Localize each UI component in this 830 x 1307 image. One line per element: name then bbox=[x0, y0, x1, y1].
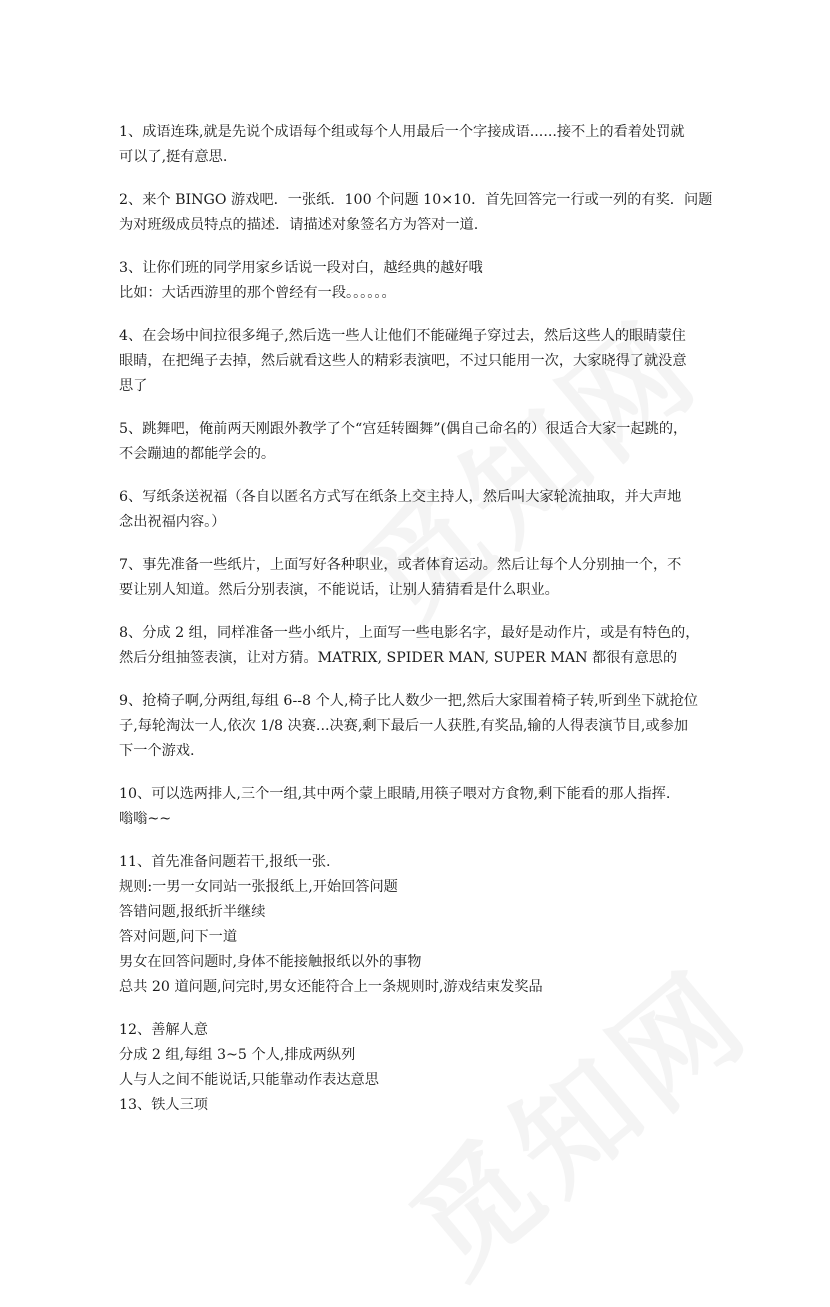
paragraph-line: 7、事先准备一些纸片，上面写好各种职业，或者体育运动。然后让每个人分别抽一个，不 bbox=[119, 557, 682, 573]
paragraph-line: 然后分组抽签表演，让对方猜。MATRIX, SPIDER MAN, SUPER MAN 都很有意思的 bbox=[119, 650, 678, 666]
paragraph-line: 3、让你们班的同学用家乡话说一段对白，越经典的越好哦 bbox=[119, 260, 483, 276]
paragraph-item bbox=[119, 485, 719, 535]
paragraph-line: 比如：大话西游里的那个曾经有一段。。。。。。 bbox=[119, 285, 396, 301]
paragraph-item bbox=[119, 188, 719, 238]
paragraph-line: 8、分成 2 组，同样准备一些小纸片，上面写一些电影名字，最好是动作片，或是有特色的， bbox=[119, 625, 700, 641]
paragraph-line: 答错问题,报纸折半继续 bbox=[119, 904, 266, 920]
paragraph-line: 下一个游戏. bbox=[119, 743, 195, 759]
document-body bbox=[119, 120, 719, 1118]
paragraph-item bbox=[119, 324, 719, 399]
paragraph-line: 5、跳舞吧，俺前两天刚跟外教学了个“宫廷转圈舞”(偶自己命名的）很适合大家一起跳的， bbox=[119, 421, 688, 437]
paragraph-item bbox=[119, 621, 719, 671]
paragraph-line: 人与人之间不能说话,只能靠动作表达意思 bbox=[119, 1072, 379, 1088]
paragraph-line: 规则:一男一女同站一张报纸上,开始回答问题 bbox=[119, 879, 398, 895]
paragraph-line: 4、在会场中间拉很多绳子,然后选一些人让他们不能碰绳子穿过去，然后这些人的眼睛蒙住 bbox=[119, 328, 686, 344]
paragraph-line: 思了 bbox=[119, 378, 148, 394]
paragraph-line: 不会蹦迪的都能学会的。 bbox=[119, 446, 276, 462]
paragraph-item bbox=[119, 120, 719, 170]
paragraph-item bbox=[119, 689, 719, 764]
paragraph-item bbox=[119, 256, 719, 306]
paragraph-line: 6、写纸条送祝福（各自以匿名方式写在纸条上交主持人，然后叫大家轮流抽取，并大声地 bbox=[119, 489, 682, 505]
paragraph-line: 9、抢椅子啊,分两组,每组 6--8 个人,椅子比人数少一把,然后大家围着椅子转,听到坐下就抢位 bbox=[119, 693, 698, 709]
paragraph-line: 子,每轮淘汰一人,依次 1/8 决赛...决赛,剩下最后一人获胜,有奖品,输的人得表演节目,或参加 bbox=[119, 718, 689, 734]
paragraph-item bbox=[119, 553, 719, 603]
paragraph-line: 10、可以选两排人,三个一组,其中两个蒙上眼睛,用筷子喂对方食物,剩下能看的那人指挥. bbox=[119, 786, 671, 802]
paragraph-line: 12、善解人意 bbox=[119, 1022, 208, 1038]
paragraph-item bbox=[119, 782, 719, 832]
paragraph-line: 可以了,挺有意思. bbox=[119, 149, 228, 165]
paragraph-line: 眼睛，在把绳子去掉，然后就看这些人的精彩表演吧，不过只能用一次，大家晓得了就没意 bbox=[119, 353, 687, 369]
paragraph-item bbox=[119, 1018, 719, 1093]
paragraph-line: 11、首先准备问题若干,报纸一张. bbox=[119, 854, 331, 870]
paragraph-line: 嗡嗡~~ bbox=[119, 811, 172, 827]
paragraph-line: 1、成语连珠,就是先说个成语每个组或每个人用最后一个字接成语......接不上的看着处罚就 bbox=[119, 124, 685, 140]
paragraph-line: 总共 20 道问题,问完时,男女还能符合上一条规则时,游戏结束发奖品 bbox=[119, 979, 543, 995]
paragraph-item bbox=[119, 850, 719, 1000]
paragraph-line: 男女在回答问题时,身体不能接触报纸以外的事物 bbox=[119, 954, 422, 970]
paragraph-line: 答对问题,问下一道 bbox=[119, 929, 238, 945]
paragraph-line: 为对班级成员特点的描述．请描述对象签名方为答对一道. bbox=[119, 217, 479, 233]
paragraph-line: 13、铁人三项 bbox=[119, 1097, 208, 1113]
paragraph-line: 要让别人知道。然后分别表演，不能说话，让别人猜猜看是什么职业。 bbox=[119, 582, 559, 598]
paragraph-item bbox=[119, 1093, 719, 1118]
paragraph-line: 分成 2 组,每组 3~5 个人,排成两纵列 bbox=[119, 1047, 356, 1063]
paragraph-line: 2、来个 BINGO 游戏吧．一张纸．100 个问题 10×10．首先回答完一行或一列的有奖．问题 bbox=[119, 192, 713, 208]
paragraph-line: 念出祝福内容。） bbox=[119, 514, 226, 530]
paragraph-item bbox=[119, 417, 719, 467]
